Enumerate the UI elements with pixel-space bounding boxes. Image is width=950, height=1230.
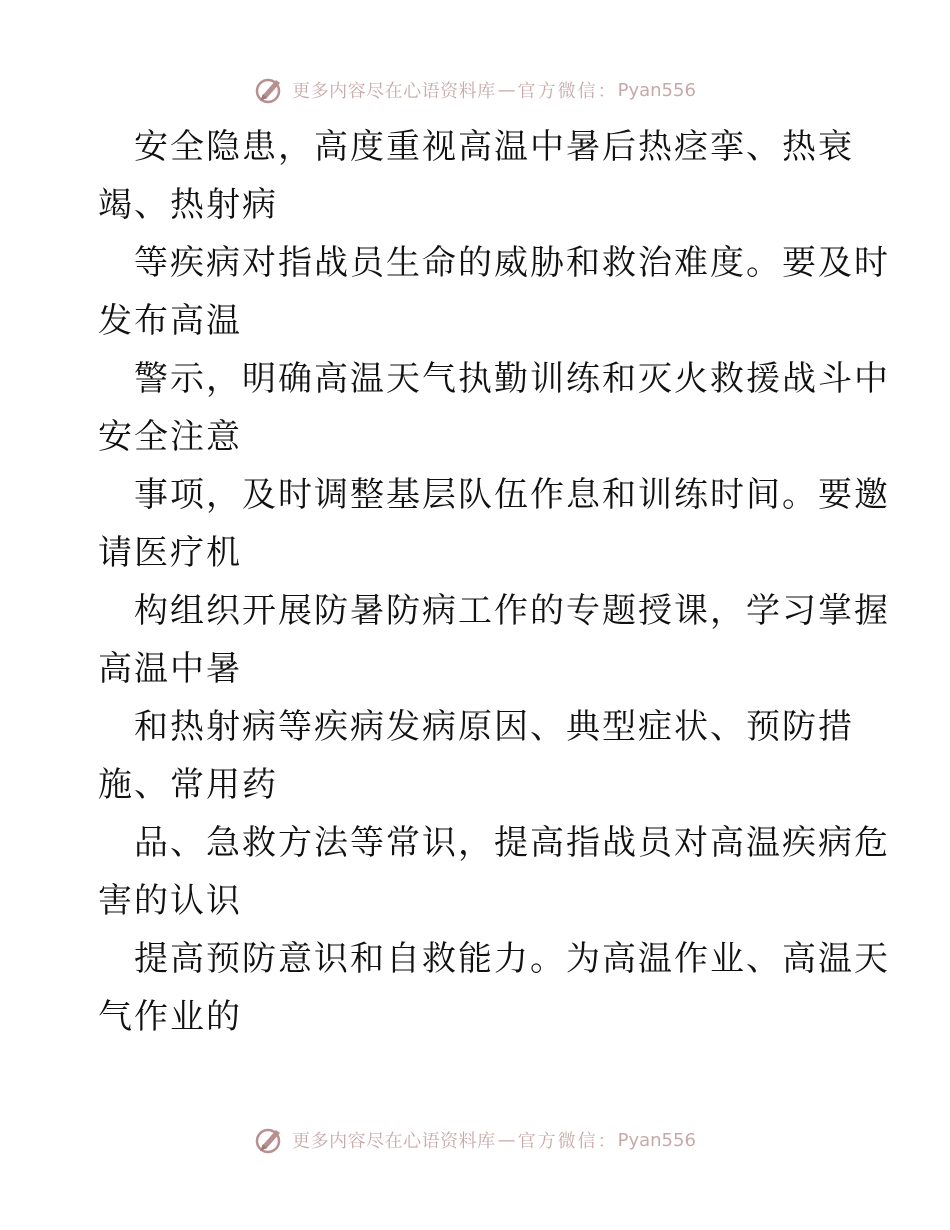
text-line: 发布高温 — [98, 301, 242, 341]
text-line: 气作业的 — [98, 997, 242, 1037]
watermark-label: 官方微信： — [517, 81, 618, 102]
text-line: 和热射病等疾病发病原因、典型症状、预防措 — [134, 707, 854, 747]
text-line: 警示，明确高温天气执勤训练和灭火救援战斗中 — [134, 359, 890, 399]
text-line: 高温中暑 — [98, 649, 242, 689]
text-line: 安全隐患，高度重视高温中暑后热痉挛、热衰 — [134, 127, 854, 167]
document-body — [98, 118, 890, 1046]
text-line: 施、常用药 — [98, 765, 278, 805]
watermark-account: Pyan556 — [617, 1129, 696, 1151]
text-line: 构组织开展防暑防病工作的专题授课，学习掌握 — [134, 591, 890, 631]
text-line: 品、急救方法等常识，提高指战员对高温疾病危 — [134, 823, 890, 863]
watermark-separator: — — [497, 79, 516, 101]
footer-watermark — [0, 1122, 950, 1158]
watermark-text: 更多内容尽在心语资料库 — [292, 81, 496, 102]
pen-circle-icon — [254, 74, 286, 106]
text-line: 害的认识 — [98, 881, 242, 921]
watermark-text: 更多内容尽在心语资料库 — [292, 1131, 496, 1152]
watermark-label: 官方微信： — [517, 1131, 618, 1152]
text-line: 等疾病对指战员生命的威胁和救治难度。要及时 — [134, 243, 890, 283]
pen-circle-icon — [254, 1124, 286, 1156]
watermark-separator: — — [497, 1129, 516, 1151]
text-line: 竭、热射病 — [98, 185, 278, 225]
watermark-account: Pyan556 — [617, 79, 696, 101]
text-line: 事项，及时调整基层队伍作息和训练时间。要邀 — [134, 475, 890, 515]
text-line: 安全注意 — [98, 417, 242, 457]
text-line: 请医疗机 — [98, 533, 242, 573]
header-watermark — [0, 72, 950, 108]
text-line: 提高预防意识和自救能力。为高温作业、高温天 — [134, 939, 890, 979]
